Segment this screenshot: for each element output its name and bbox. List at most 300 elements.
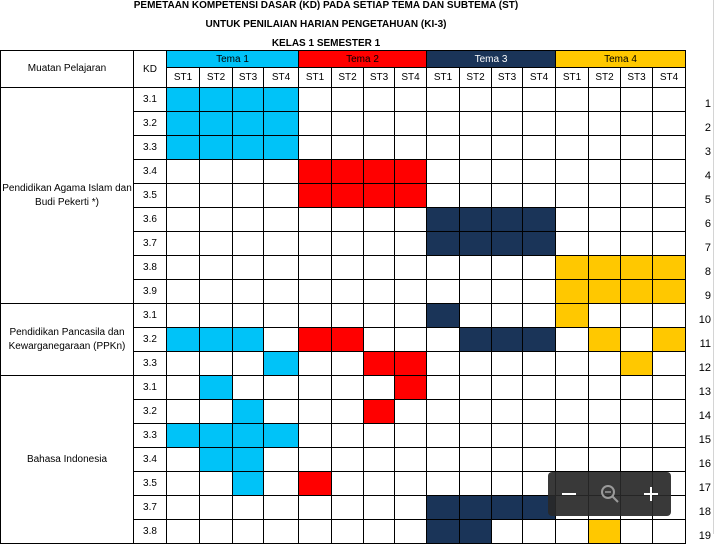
mapped-cell[interactable] <box>427 520 460 544</box>
empty-cell[interactable] <box>332 280 364 304</box>
empty-cell[interactable] <box>264 520 299 544</box>
empty-cell[interactable] <box>492 304 523 328</box>
empty-cell[interactable] <box>200 352 233 376</box>
empty-cell[interactable] <box>233 352 264 376</box>
empty-cell[interactable] <box>264 400 299 424</box>
empty-cell[interactable] <box>589 304 621 328</box>
mapped-cell[interactable] <box>332 160 364 184</box>
empty-cell[interactable] <box>395 400 427 424</box>
empty-cell[interactable] <box>395 280 427 304</box>
empty-cell[interactable] <box>589 88 621 112</box>
kd-cell[interactable]: 3.4 <box>134 160 167 184</box>
empty-cell[interactable] <box>653 400 686 424</box>
empty-cell[interactable] <box>653 184 686 208</box>
mapped-cell[interactable] <box>264 424 299 448</box>
empty-cell[interactable] <box>427 112 460 136</box>
empty-cell[interactable] <box>589 376 621 400</box>
mapped-cell[interactable] <box>200 448 233 472</box>
empty-cell[interactable] <box>460 352 492 376</box>
empty-cell[interactable] <box>364 376 395 400</box>
empty-cell[interactable] <box>299 304 332 328</box>
mapped-cell[interactable] <box>167 424 200 448</box>
empty-cell[interactable] <box>427 136 460 160</box>
mapped-cell[interactable] <box>395 376 427 400</box>
empty-cell[interactable] <box>492 424 523 448</box>
kd-cell[interactable]: 3.1 <box>134 88 167 112</box>
empty-cell[interactable] <box>523 520 556 544</box>
mapped-cell[interactable] <box>200 328 233 352</box>
kd-cell[interactable]: 3.4 <box>134 448 167 472</box>
empty-cell[interactable] <box>167 232 200 256</box>
empty-cell[interactable] <box>233 280 264 304</box>
empty-cell[interactable] <box>395 496 427 520</box>
empty-cell[interactable] <box>653 376 686 400</box>
empty-cell[interactable] <box>332 376 364 400</box>
mapped-cell[interactable] <box>299 160 332 184</box>
mapped-cell[interactable] <box>492 208 523 232</box>
mapped-cell[interactable] <box>589 280 621 304</box>
empty-cell[interactable] <box>299 112 332 136</box>
empty-cell[interactable] <box>167 376 200 400</box>
mapped-cell[interactable] <box>200 136 233 160</box>
empty-cell[interactable] <box>589 352 621 376</box>
empty-cell[interactable] <box>492 256 523 280</box>
empty-cell[interactable] <box>427 184 460 208</box>
empty-cell[interactable] <box>364 280 395 304</box>
empty-cell[interactable] <box>200 232 233 256</box>
zoom-in-button[interactable] <box>633 476 669 512</box>
empty-cell[interactable] <box>556 232 589 256</box>
empty-cell[interactable] <box>299 208 332 232</box>
empty-cell[interactable] <box>332 232 364 256</box>
empty-cell[interactable] <box>460 400 492 424</box>
empty-cell[interactable] <box>427 472 460 496</box>
empty-cell[interactable] <box>233 256 264 280</box>
empty-cell[interactable] <box>523 280 556 304</box>
empty-cell[interactable] <box>556 136 589 160</box>
empty-cell[interactable] <box>332 424 364 448</box>
empty-cell[interactable] <box>299 232 332 256</box>
empty-cell[interactable] <box>589 232 621 256</box>
empty-cell[interactable] <box>167 448 200 472</box>
empty-cell[interactable] <box>556 328 589 352</box>
empty-cell[interactable] <box>364 496 395 520</box>
empty-cell[interactable] <box>332 400 364 424</box>
empty-cell[interactable] <box>332 448 364 472</box>
empty-cell[interactable] <box>653 520 686 544</box>
empty-cell[interactable] <box>264 232 299 256</box>
empty-cell[interactable] <box>621 520 653 544</box>
mapped-cell[interactable] <box>233 424 264 448</box>
mapped-cell[interactable] <box>364 352 395 376</box>
empty-cell[interactable] <box>200 520 233 544</box>
kd-cell[interactable]: 3.3 <box>134 424 167 448</box>
empty-cell[interactable] <box>653 208 686 232</box>
empty-cell[interactable] <box>523 304 556 328</box>
subject-cell[interactable]: Pendidikan Agama Islam dan Budi Pekerti *) <box>1 88 134 304</box>
empty-cell[interactable] <box>233 232 264 256</box>
empty-cell[interactable] <box>264 328 299 352</box>
empty-cell[interactable] <box>492 136 523 160</box>
kd-cell[interactable]: 3.3 <box>134 136 167 160</box>
mapped-cell[interactable] <box>589 520 621 544</box>
empty-cell[interactable] <box>167 184 200 208</box>
empty-cell[interactable] <box>332 352 364 376</box>
mapped-cell[interactable] <box>299 328 332 352</box>
empty-cell[interactable] <box>167 304 200 328</box>
empty-cell[interactable] <box>427 160 460 184</box>
mapped-cell[interactable] <box>233 328 264 352</box>
mapped-cell[interactable] <box>233 136 264 160</box>
zoom-reset-button[interactable] <box>592 476 628 512</box>
empty-cell[interactable] <box>264 304 299 328</box>
empty-cell[interactable] <box>364 112 395 136</box>
mapped-cell[interactable] <box>427 304 460 328</box>
empty-cell[interactable] <box>556 208 589 232</box>
mapped-cell[interactable] <box>233 88 264 112</box>
empty-cell[interactable] <box>653 232 686 256</box>
mapped-cell[interactable] <box>460 520 492 544</box>
empty-cell[interactable] <box>264 472 299 496</box>
mapped-cell[interactable] <box>264 112 299 136</box>
empty-cell[interactable] <box>460 88 492 112</box>
mapped-cell[interactable] <box>556 304 589 328</box>
kd-cell[interactable]: 3.8 <box>134 520 167 544</box>
kd-cell[interactable]: 3.2 <box>134 112 167 136</box>
empty-cell[interactable] <box>556 520 589 544</box>
empty-cell[interactable] <box>427 280 460 304</box>
mapped-cell[interactable] <box>233 472 264 496</box>
empty-cell[interactable] <box>200 208 233 232</box>
empty-cell[interactable] <box>364 304 395 328</box>
empty-cell[interactable] <box>492 184 523 208</box>
empty-cell[interactable] <box>200 160 233 184</box>
empty-cell[interactable] <box>460 184 492 208</box>
subject-cell[interactable]: Pendidikan Pancasila dan Kewarganegaraan (PPKn) <box>1 304 134 376</box>
empty-cell[interactable] <box>200 400 233 424</box>
kd-cell[interactable]: 3.8 <box>134 256 167 280</box>
empty-cell[interactable] <box>492 352 523 376</box>
empty-cell[interactable] <box>556 88 589 112</box>
mapped-cell[interactable] <box>167 136 200 160</box>
empty-cell[interactable] <box>523 424 556 448</box>
empty-cell[interactable] <box>395 520 427 544</box>
empty-cell[interactable] <box>395 256 427 280</box>
empty-cell[interactable] <box>299 424 332 448</box>
empty-cell[interactable] <box>233 208 264 232</box>
mapped-cell[interactable] <box>653 256 686 280</box>
kd-cell[interactable]: 3.1 <box>134 304 167 328</box>
empty-cell[interactable] <box>556 112 589 136</box>
empty-cell[interactable] <box>364 208 395 232</box>
empty-cell[interactable] <box>395 112 427 136</box>
empty-cell[interactable] <box>589 400 621 424</box>
empty-cell[interactable] <box>621 208 653 232</box>
mapped-cell[interactable] <box>332 184 364 208</box>
empty-cell[interactable] <box>395 88 427 112</box>
empty-cell[interactable] <box>621 376 653 400</box>
empty-cell[interactable] <box>264 184 299 208</box>
kd-cell[interactable]: 3.9 <box>134 280 167 304</box>
mapped-cell[interactable] <box>492 328 523 352</box>
mapped-cell[interactable] <box>299 472 332 496</box>
empty-cell[interactable] <box>395 328 427 352</box>
empty-cell[interactable] <box>460 304 492 328</box>
mapped-cell[interactable] <box>364 400 395 424</box>
empty-cell[interactable] <box>621 448 653 472</box>
empty-cell[interactable] <box>332 136 364 160</box>
empty-cell[interactable] <box>299 280 332 304</box>
empty-cell[interactable] <box>364 472 395 496</box>
empty-cell[interactable] <box>653 112 686 136</box>
mapped-cell[interactable] <box>523 232 556 256</box>
mapped-cell[interactable] <box>264 352 299 376</box>
empty-cell[interactable] <box>621 136 653 160</box>
empty-cell[interactable] <box>395 208 427 232</box>
empty-cell[interactable] <box>332 256 364 280</box>
empty-cell[interactable] <box>589 448 621 472</box>
empty-cell[interactable] <box>523 448 556 472</box>
empty-cell[interactable] <box>492 400 523 424</box>
empty-cell[interactable] <box>523 136 556 160</box>
kd-cell[interactable]: 3.2 <box>134 400 167 424</box>
empty-cell[interactable] <box>621 184 653 208</box>
empty-cell[interactable] <box>589 136 621 160</box>
mapped-cell[interactable] <box>264 136 299 160</box>
mapped-cell[interactable] <box>264 88 299 112</box>
empty-cell[interactable] <box>427 328 460 352</box>
mapped-cell[interactable] <box>492 232 523 256</box>
mapped-cell[interactable] <box>332 328 364 352</box>
empty-cell[interactable] <box>332 472 364 496</box>
empty-cell[interactable] <box>332 208 364 232</box>
empty-cell[interactable] <box>460 424 492 448</box>
empty-cell[interactable] <box>589 184 621 208</box>
empty-cell[interactable] <box>299 376 332 400</box>
kd-cell[interactable]: 3.6 <box>134 208 167 232</box>
empty-cell[interactable] <box>299 496 332 520</box>
mapped-cell[interactable] <box>460 496 492 520</box>
empty-cell[interactable] <box>332 112 364 136</box>
empty-cell[interactable] <box>556 448 589 472</box>
kd-cell[interactable]: 3.7 <box>134 496 167 520</box>
empty-cell[interactable] <box>653 424 686 448</box>
mapped-cell[interactable] <box>460 232 492 256</box>
empty-cell[interactable] <box>332 496 364 520</box>
empty-cell[interactable] <box>264 496 299 520</box>
empty-cell[interactable] <box>364 424 395 448</box>
empty-cell[interactable] <box>364 520 395 544</box>
mapped-cell[interactable] <box>167 88 200 112</box>
empty-cell[interactable] <box>460 376 492 400</box>
empty-cell[interactable] <box>621 328 653 352</box>
empty-cell[interactable] <box>460 160 492 184</box>
empty-cell[interactable] <box>460 112 492 136</box>
empty-cell[interactable] <box>427 376 460 400</box>
empty-cell[interactable] <box>167 520 200 544</box>
empty-cell[interactable] <box>299 448 332 472</box>
mapped-cell[interactable] <box>523 208 556 232</box>
empty-cell[interactable] <box>523 376 556 400</box>
empty-cell[interactable] <box>364 256 395 280</box>
empty-cell[interactable] <box>492 112 523 136</box>
empty-cell[interactable] <box>556 184 589 208</box>
mapped-cell[interactable] <box>427 496 460 520</box>
empty-cell[interactable] <box>395 472 427 496</box>
mapped-cell[interactable] <box>492 496 523 520</box>
mapped-cell[interactable] <box>167 112 200 136</box>
mapped-cell[interactable] <box>200 112 233 136</box>
empty-cell[interactable] <box>200 256 233 280</box>
empty-cell[interactable] <box>167 400 200 424</box>
mapped-cell[interactable] <box>460 208 492 232</box>
empty-cell[interactable] <box>200 184 233 208</box>
empty-cell[interactable] <box>621 304 653 328</box>
empty-cell[interactable] <box>589 160 621 184</box>
empty-cell[interactable] <box>364 88 395 112</box>
empty-cell[interactable] <box>492 376 523 400</box>
kd-cell[interactable]: 3.7 <box>134 232 167 256</box>
mapped-cell[interactable] <box>427 232 460 256</box>
empty-cell[interactable] <box>523 160 556 184</box>
empty-cell[interactable] <box>621 112 653 136</box>
empty-cell[interactable] <box>621 232 653 256</box>
empty-cell[interactable] <box>556 400 589 424</box>
empty-cell[interactable] <box>364 448 395 472</box>
empty-cell[interactable] <box>556 352 589 376</box>
empty-cell[interactable] <box>395 304 427 328</box>
empty-cell[interactable] <box>460 256 492 280</box>
empty-cell[interactable] <box>264 208 299 232</box>
empty-cell[interactable] <box>299 520 332 544</box>
empty-cell[interactable] <box>364 232 395 256</box>
empty-cell[interactable] <box>167 256 200 280</box>
mapped-cell[interactable] <box>621 280 653 304</box>
empty-cell[interactable] <box>233 376 264 400</box>
empty-cell[interactable] <box>167 280 200 304</box>
kd-cell[interactable]: 3.5 <box>134 472 167 496</box>
mapped-cell[interactable] <box>299 184 332 208</box>
empty-cell[interactable] <box>460 448 492 472</box>
empty-cell[interactable] <box>653 136 686 160</box>
empty-cell[interactable] <box>492 520 523 544</box>
mapped-cell[interactable] <box>556 256 589 280</box>
mapped-cell[interactable] <box>395 160 427 184</box>
empty-cell[interactable] <box>233 496 264 520</box>
empty-cell[interactable] <box>492 472 523 496</box>
empty-cell[interactable] <box>167 472 200 496</box>
empty-cell[interactable] <box>233 160 264 184</box>
mapped-cell[interactable] <box>395 184 427 208</box>
mapped-cell[interactable] <box>556 280 589 304</box>
empty-cell[interactable] <box>460 280 492 304</box>
mapped-cell[interactable] <box>395 352 427 376</box>
empty-cell[interactable] <box>589 112 621 136</box>
empty-cell[interactable] <box>589 424 621 448</box>
empty-cell[interactable] <box>556 376 589 400</box>
empty-cell[interactable] <box>460 472 492 496</box>
kd-cell[interactable]: 3.2 <box>134 328 167 352</box>
empty-cell[interactable] <box>364 136 395 160</box>
empty-cell[interactable] <box>653 160 686 184</box>
mapped-cell[interactable] <box>364 160 395 184</box>
empty-cell[interactable] <box>299 256 332 280</box>
empty-cell[interactable] <box>653 304 686 328</box>
empty-cell[interactable] <box>233 184 264 208</box>
empty-cell[interactable] <box>427 448 460 472</box>
mapped-cell[interactable] <box>233 448 264 472</box>
kd-cell[interactable]: 3.5 <box>134 184 167 208</box>
empty-cell[interactable] <box>556 424 589 448</box>
empty-cell[interactable] <box>621 424 653 448</box>
mapped-cell[interactable] <box>233 112 264 136</box>
mapped-cell[interactable] <box>200 424 233 448</box>
empty-cell[interactable] <box>332 520 364 544</box>
empty-cell[interactable] <box>556 160 589 184</box>
empty-cell[interactable] <box>621 160 653 184</box>
empty-cell[interactable] <box>264 448 299 472</box>
mapped-cell[interactable] <box>621 256 653 280</box>
empty-cell[interactable] <box>200 496 233 520</box>
empty-cell[interactable] <box>427 400 460 424</box>
empty-cell[interactable] <box>427 88 460 112</box>
zoom-out-button[interactable] <box>551 476 587 512</box>
mapped-cell[interactable] <box>621 352 653 376</box>
mapped-cell[interactable] <box>364 184 395 208</box>
empty-cell[interactable] <box>653 352 686 376</box>
mapped-cell[interactable] <box>233 400 264 424</box>
empty-cell[interactable] <box>492 160 523 184</box>
empty-cell[interactable] <box>332 304 364 328</box>
empty-cell[interactable] <box>523 352 556 376</box>
mapped-cell[interactable] <box>523 328 556 352</box>
empty-cell[interactable] <box>621 88 653 112</box>
empty-cell[interactable] <box>200 304 233 328</box>
empty-cell[interactable] <box>200 280 233 304</box>
empty-cell[interactable] <box>427 256 460 280</box>
empty-cell[interactable] <box>264 280 299 304</box>
empty-cell[interactable] <box>264 376 299 400</box>
empty-cell[interactable] <box>264 160 299 184</box>
empty-cell[interactable] <box>264 256 299 280</box>
empty-cell[interactable] <box>332 88 364 112</box>
mapped-cell[interactable] <box>589 328 621 352</box>
empty-cell[interactable] <box>167 496 200 520</box>
empty-cell[interactable] <box>299 400 332 424</box>
empty-cell[interactable] <box>364 328 395 352</box>
mapped-cell[interactable] <box>653 280 686 304</box>
empty-cell[interactable] <box>621 400 653 424</box>
empty-cell[interactable] <box>395 448 427 472</box>
empty-cell[interactable] <box>167 208 200 232</box>
empty-cell[interactable] <box>523 112 556 136</box>
empty-cell[interactable] <box>167 352 200 376</box>
empty-cell[interactable] <box>492 448 523 472</box>
empty-cell[interactable] <box>395 424 427 448</box>
empty-cell[interactable] <box>460 136 492 160</box>
empty-cell[interactable] <box>492 88 523 112</box>
empty-cell[interactable] <box>233 304 264 328</box>
mapped-cell[interactable] <box>653 328 686 352</box>
empty-cell[interactable] <box>233 520 264 544</box>
empty-cell[interactable] <box>523 184 556 208</box>
mapped-cell[interactable] <box>200 88 233 112</box>
empty-cell[interactable] <box>200 472 233 496</box>
mapped-cell[interactable] <box>427 208 460 232</box>
empty-cell[interactable] <box>653 448 686 472</box>
empty-cell[interactable] <box>299 88 332 112</box>
empty-cell[interactable] <box>523 88 556 112</box>
